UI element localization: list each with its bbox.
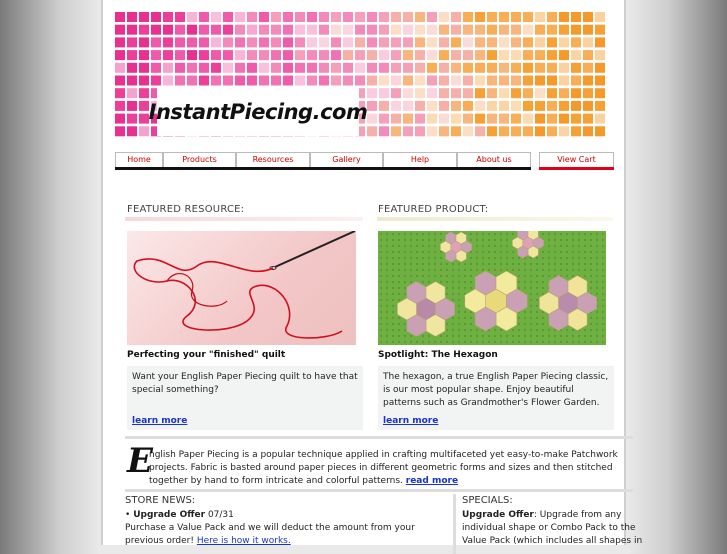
nav-about[interactable]: About us — [457, 152, 531, 170]
featured-resource-body: Want your English Paper Piecing quilt to have that special something? — [132, 372, 358, 395]
specials-offer-title: Upgrade Offer — [462, 510, 534, 520]
intro-section — [125, 436, 633, 492]
specials-body-row — [462, 509, 647, 548]
featured-resource-divider — [125, 217, 363, 221]
specials-body: : Upgrade from any individual shape or Combo Pack to the Value Pack (which includes all shapes in — [462, 510, 643, 546]
store-news-heading: STORE NEWS: — [125, 495, 196, 506]
bullet-icon: • — [125, 510, 131, 520]
site-logo[interactable] — [148, 88, 368, 136]
specials — [453, 494, 647, 554]
nav-view-cart[interactable]: View Cart — [539, 152, 614, 170]
header-banner[interactable] — [115, 12, 605, 139]
store-news-body-row — [125, 522, 445, 548]
featured-resource-heading: FEATURED RESOURCE: — [127, 204, 245, 215]
specials-heading: SPECIALS: — [462, 495, 513, 506]
featured-resource-image[interactable] — [127, 231, 356, 345]
nav-home[interactable]: Home — [115, 152, 163, 170]
featured-resource-summary — [127, 366, 363, 430]
nav-resources[interactable]: Resources — [236, 152, 310, 170]
intro-text: nglish Paper Piecing is a popular technique applied in crafting multifaceted yet easy-to-make Patchwork projects. Fabric is basted around paper pieces in different geometric forms and sizes and then stitched together by hand to form intricate and colorful patterns. — [149, 450, 618, 486]
intro-read-more-link[interactable]: read more — [405, 476, 459, 486]
nav-help[interactable]: Help — [383, 152, 457, 170]
featured-resource-title[interactable]: Perfecting your "finished" quilt — [127, 350, 286, 360]
store-news-how-link[interactable]: Here is how it works. — [196, 536, 291, 546]
logo-text: InstantPiecing.com — [148, 100, 368, 124]
featured-product-image[interactable] — [378, 231, 606, 345]
nav-gallery[interactable]: Gallery — [310, 152, 383, 170]
featured-product-learn-more[interactable]: learn more — [383, 416, 439, 426]
featured-product-body: The hexagon, a true English Paper Piecing classic, is our most popular shape. Enjoy beautiful patterns such as Grandmother's Flower Garden. — [383, 372, 609, 408]
featured-product-title[interactable]: Spotlight: The Hexagon — [378, 350, 498, 360]
store-news-item-date: 07/31 — [207, 510, 234, 520]
store-news — [125, 494, 445, 548]
nav-products[interactable]: Products — [163, 152, 236, 170]
store-news-item — [125, 509, 445, 522]
store-news-body: Purchase a Value Pack and we will deduct the amount from your previous order! — [125, 523, 415, 546]
featured-product-heading: FEATURED PRODUCT: — [378, 204, 489, 215]
intro-paragraph — [149, 449, 631, 488]
featured-product-summary — [378, 366, 614, 430]
hexagon-quilt-illustration — [378, 231, 606, 345]
intro-dropcap: E — [127, 441, 153, 481]
page-container — [101, 0, 643, 546]
store-news-item-title: Upgrade Offer — [133, 510, 206, 520]
featured-resource-learn-more[interactable]: learn more — [132, 416, 188, 426]
featured-product-divider — [377, 217, 613, 221]
needle-thread-illustration — [127, 231, 356, 345]
